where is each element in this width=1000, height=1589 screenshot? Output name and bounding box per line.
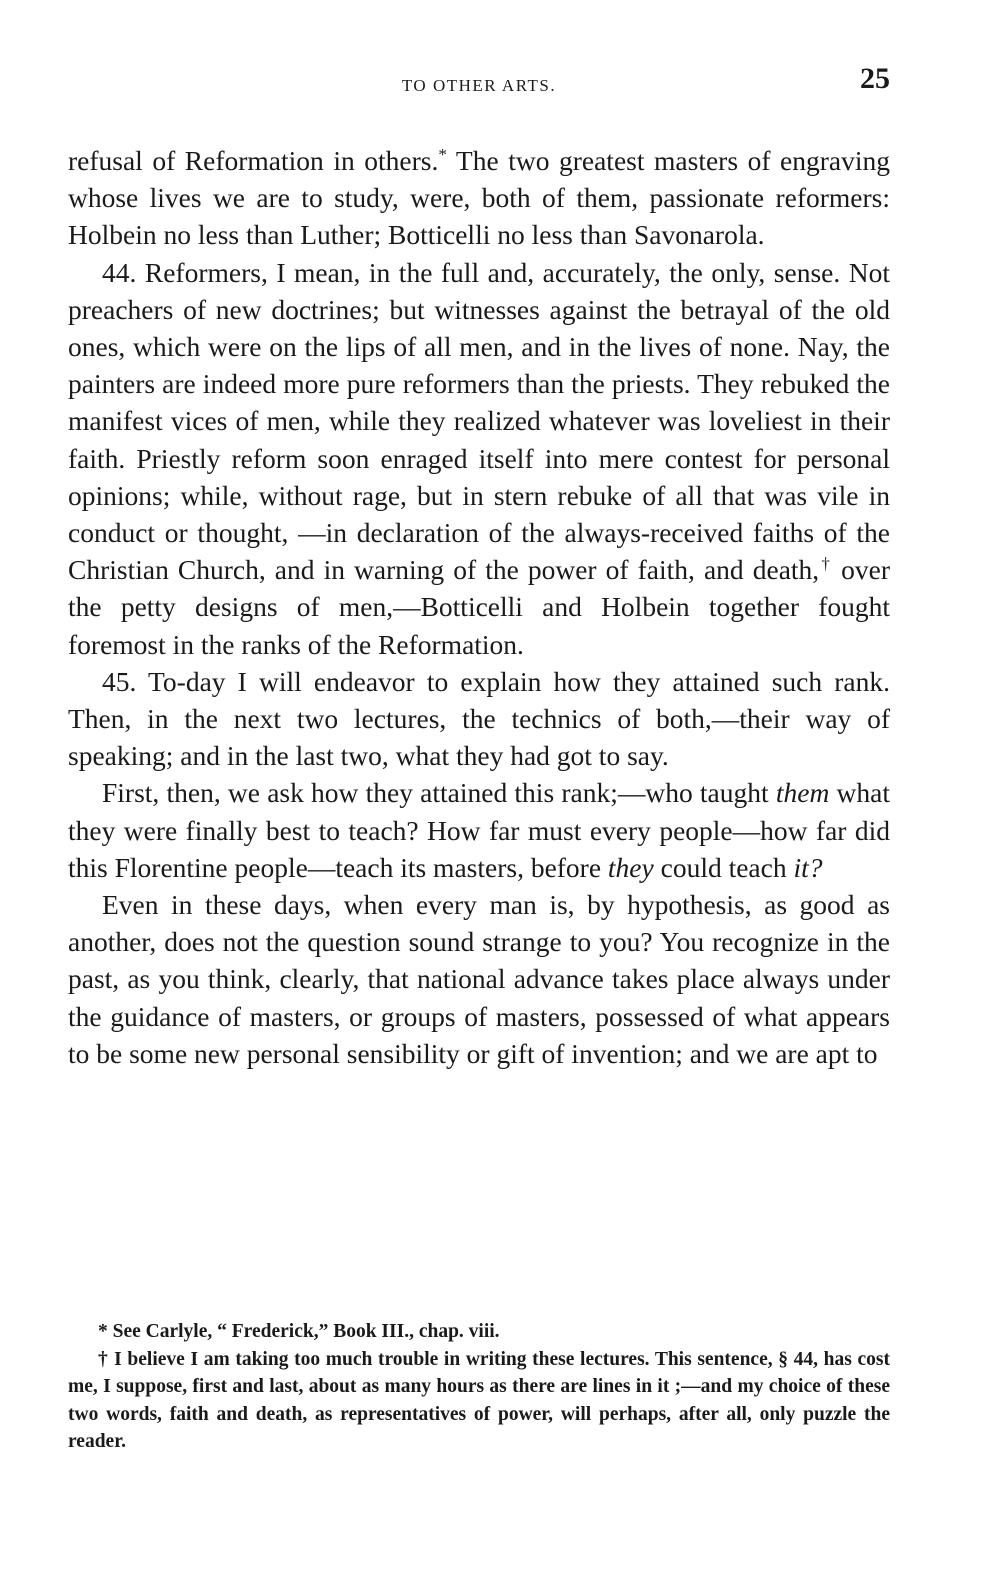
footnote-asterisk	[68, 1318, 890, 1346]
footnote-dagger	[68, 1346, 890, 1456]
paragraph-text: over the petty designs of men,—Botticelli and Holbein together fought foremost in the ranks of the Reformation.	[68, 554, 890, 660]
footnote-text: See Carlyle, “ Frederick,” Book III., chap. viii.	[107, 1321, 500, 1342]
emphasis-they: they	[607, 851, 654, 883]
footnote-ref-dagger: †	[819, 554, 833, 574]
running-head	[68, 62, 890, 102]
footnote-mark: *	[98, 1321, 108, 1342]
paragraph-text: Even in these days, when every man is, by hypothesis, as good as another, does not the question sound strange to you? You recognize in the past, as you think, clearly, that national advance takes place always under the guidance of masters, or groups of masters, possessed of what appears to be some new personal sensibility or gift of invention; and we are apt to	[68, 889, 890, 1069]
footnote-ref-asterisk: *	[438, 145, 447, 164]
page-number: 25	[860, 62, 890, 95]
body-text	[68, 142, 890, 1072]
footnote-text: I believe I am taking too much trouble in writing these lectures. This sentence, § 44, has cost me, I suppose, first and last, about as many hours as there are lines in it ;—and my choice of these two words, faith and death, as representatives of power, will perhaps, after all, only puzzle the reader.	[68, 1348, 891, 1453]
paragraph-text: what they were finally best to teach? How far must every people—how far did this Florentine people—teach its masters, before	[68, 777, 890, 883]
paragraph-1	[68, 142, 890, 254]
paragraph-text: The two greatest masters of engraving whose lives we are to study, were, both of them, passionate reformers: Holbein no less than Luther; Botticelli no less than Savonarola.	[68, 145, 890, 251]
paragraph-45	[68, 663, 890, 775]
paragraph-first-then	[68, 774, 890, 886]
emphasis-them: them	[775, 777, 830, 809]
paragraph-text: First, then, we ask how they attained this rank;—who taught	[102, 777, 776, 809]
emphasis-it: it?	[793, 851, 823, 883]
paragraph-text: 44. Reformers, I mean, in the full and, accurately, the only, sense. Not preachers of new doctrines; but witnesses against the betrayal of the old ones, which were on the lips of all men, and in the lives of none. Nay, the painters are indeed more pure reformers than the priests. They rebuked the manifest vices of men, while they realized whatever was loveliest in their faith. Priestly reform soon enraged itself into mere contest for personal opinions; while, without rage, but in stern rebuke of all that was vile in conduct or thought, —in declaration of the always-received faiths of the Christian Church, and in warning of the power of faith, and death,	[68, 256, 890, 586]
paragraph-44	[68, 254, 890, 663]
paragraph-text: refusal of Reformation in others.	[68, 145, 439, 176]
paragraph-text: could teach	[653, 851, 794, 883]
footnotes	[68, 1318, 890, 1456]
paragraph-even-in-these-days	[68, 886, 890, 1072]
paragraph-text: 45. To-day I will endeavor to explain how they attained such rank. Then, in the next two lectures, the technics of both,—their way of speaking; and in the last two, what they had got to say.	[68, 665, 890, 772]
footnote-mark: †	[98, 1348, 109, 1370]
running-title: TO OTHER ARTS.	[401, 76, 557, 95]
